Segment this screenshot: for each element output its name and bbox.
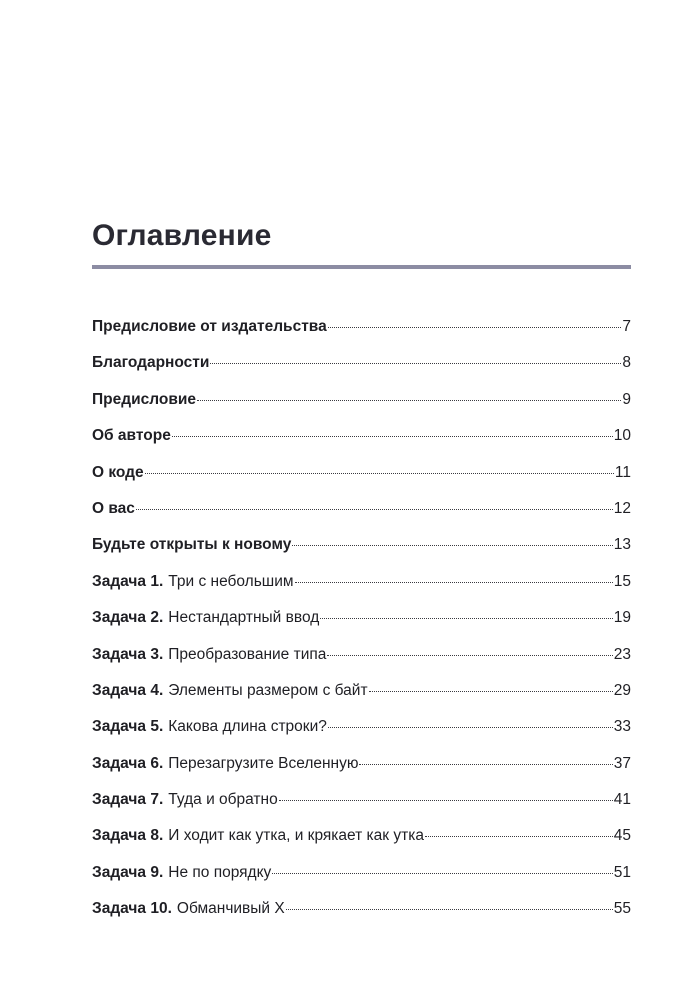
toc-entry[interactable] xyxy=(92,463,631,499)
toc-page-number: 7 xyxy=(622,318,631,335)
toc-entry[interactable] xyxy=(92,317,631,353)
page-title: Оглавление xyxy=(92,219,272,252)
dot-leader xyxy=(369,691,613,692)
toc-page-number: 9 xyxy=(622,390,631,408)
toc-page-number: 11 xyxy=(614,463,631,481)
toc-entry-label xyxy=(92,390,196,410)
toc-entry-label xyxy=(92,535,291,555)
dot-leader xyxy=(272,873,612,874)
toc-page-number: 29 xyxy=(613,681,631,699)
toc-entry-heading: Благодарности xyxy=(92,354,210,372)
toc-entry-heading: Задача 7. xyxy=(92,791,164,809)
toc-entry-title: Какова длина строки? xyxy=(168,718,327,736)
toc-entry-title: Не по порядку xyxy=(168,863,272,881)
toc-entry-heading: Задача 9. xyxy=(92,863,164,881)
toc-entry-label xyxy=(92,717,327,737)
toc-entry-heading: Задача 8. xyxy=(92,827,164,845)
toc-entry-heading: Задача 10. xyxy=(92,900,172,918)
toc-page-number: 8 xyxy=(622,354,631,372)
toc-page-number: 55 xyxy=(613,900,631,918)
toc-entry-label xyxy=(92,899,285,919)
dot-leader xyxy=(172,436,613,437)
toc-entry-label xyxy=(92,608,319,628)
toc-page-number: 13 xyxy=(613,536,631,554)
toc-page-number: 12 xyxy=(613,499,631,517)
toc-entry-label xyxy=(92,754,358,774)
toc-entry[interactable] xyxy=(92,790,631,826)
dot-leader xyxy=(279,800,613,801)
toc-entry-heading: О вас xyxy=(92,499,135,517)
toc-page-number: 41 xyxy=(613,791,631,809)
toc-entry-label xyxy=(92,863,271,883)
dot-leader xyxy=(286,909,613,910)
toc-entry-heading: Задача 4. xyxy=(92,681,164,699)
toc-entry[interactable] xyxy=(92,717,631,753)
toc-entry-label xyxy=(92,790,278,810)
toc-entry[interactable] xyxy=(92,754,631,790)
dot-leader xyxy=(327,655,612,656)
toc-page-number: 19 xyxy=(613,609,631,627)
toc-entry-heading: Предисловие xyxy=(92,390,197,408)
toc-entry[interactable] xyxy=(92,499,631,535)
dot-leader xyxy=(197,400,621,401)
toc-entry-title: Элементы размером с байт xyxy=(168,681,368,699)
toc-entry-heading: Будьте открыты к новому xyxy=(92,536,292,554)
toc-entry-label xyxy=(92,317,327,337)
toc-page-number: 33 xyxy=(613,718,631,736)
toc-entry-heading: Задача 3. xyxy=(92,645,164,663)
toc-entry-label xyxy=(92,426,171,446)
toc-entry-title: Три с небольшим xyxy=(168,572,294,590)
toc-entry-label xyxy=(92,681,368,701)
toc-entry-title: Перезагрузите Вселенную xyxy=(168,754,359,772)
toc-entry-title: Обманчивый X xyxy=(176,900,285,918)
toc-entry-label xyxy=(92,645,326,665)
toc-entry-label xyxy=(92,463,144,483)
toc-entry[interactable] xyxy=(92,645,631,681)
toc-entry-heading: О коде xyxy=(92,463,144,481)
toc-entry[interactable] xyxy=(92,681,631,717)
toc-entry-heading: Задача 6. xyxy=(92,754,164,772)
dot-leader xyxy=(425,836,613,837)
toc-entry[interactable] xyxy=(92,608,631,644)
toc-entry-title: И ходит как утка, и крякает как утка xyxy=(168,827,424,845)
toc-entry-title: Преобразование типа xyxy=(168,645,327,663)
dot-leader xyxy=(136,509,613,510)
toc-entry[interactable] xyxy=(92,390,631,426)
toc-entry-title: Нестандартный ввод xyxy=(168,609,320,627)
dot-leader xyxy=(292,545,612,546)
toc-entry[interactable] xyxy=(92,535,631,571)
toc-page-number: 51 xyxy=(613,863,631,881)
toc-entry[interactable] xyxy=(92,353,631,389)
dot-leader xyxy=(210,363,621,364)
toc-page-number: 37 xyxy=(613,754,631,772)
toc-entry-heading: Предисловие от издательства xyxy=(92,318,327,335)
dot-leader xyxy=(359,764,612,765)
toc-entry-label xyxy=(92,499,135,519)
dot-leader xyxy=(320,618,612,619)
toc-entry-label xyxy=(92,826,424,846)
toc-entry-label xyxy=(92,572,294,592)
toc-entry-heading: Задача 1. xyxy=(92,572,164,590)
toc-entry-heading: Задача 5. xyxy=(92,718,164,736)
dot-leader xyxy=(328,327,622,328)
dot-leader xyxy=(295,582,613,583)
title-underline xyxy=(92,265,631,269)
toc-entry[interactable] xyxy=(92,899,631,935)
toc-entry-heading: Задача 2. xyxy=(92,609,164,627)
dot-leader xyxy=(328,727,613,728)
toc-entry[interactable] xyxy=(92,863,631,899)
table-of-contents xyxy=(92,317,631,936)
toc-entry[interactable] xyxy=(92,826,631,862)
toc-entry[interactable] xyxy=(92,426,631,462)
toc-page-number: 45 xyxy=(613,827,631,845)
toc-entry[interactable] xyxy=(92,572,631,608)
toc-entry-title: Туда и обратно xyxy=(168,791,278,809)
dot-leader xyxy=(145,473,614,474)
toc-entry-label xyxy=(92,353,209,373)
toc-page-number: 15 xyxy=(613,572,631,590)
toc-page-number: 10 xyxy=(613,427,631,445)
toc-page-number: 23 xyxy=(613,645,631,663)
toc-entry-heading: Об авторе xyxy=(92,427,171,445)
